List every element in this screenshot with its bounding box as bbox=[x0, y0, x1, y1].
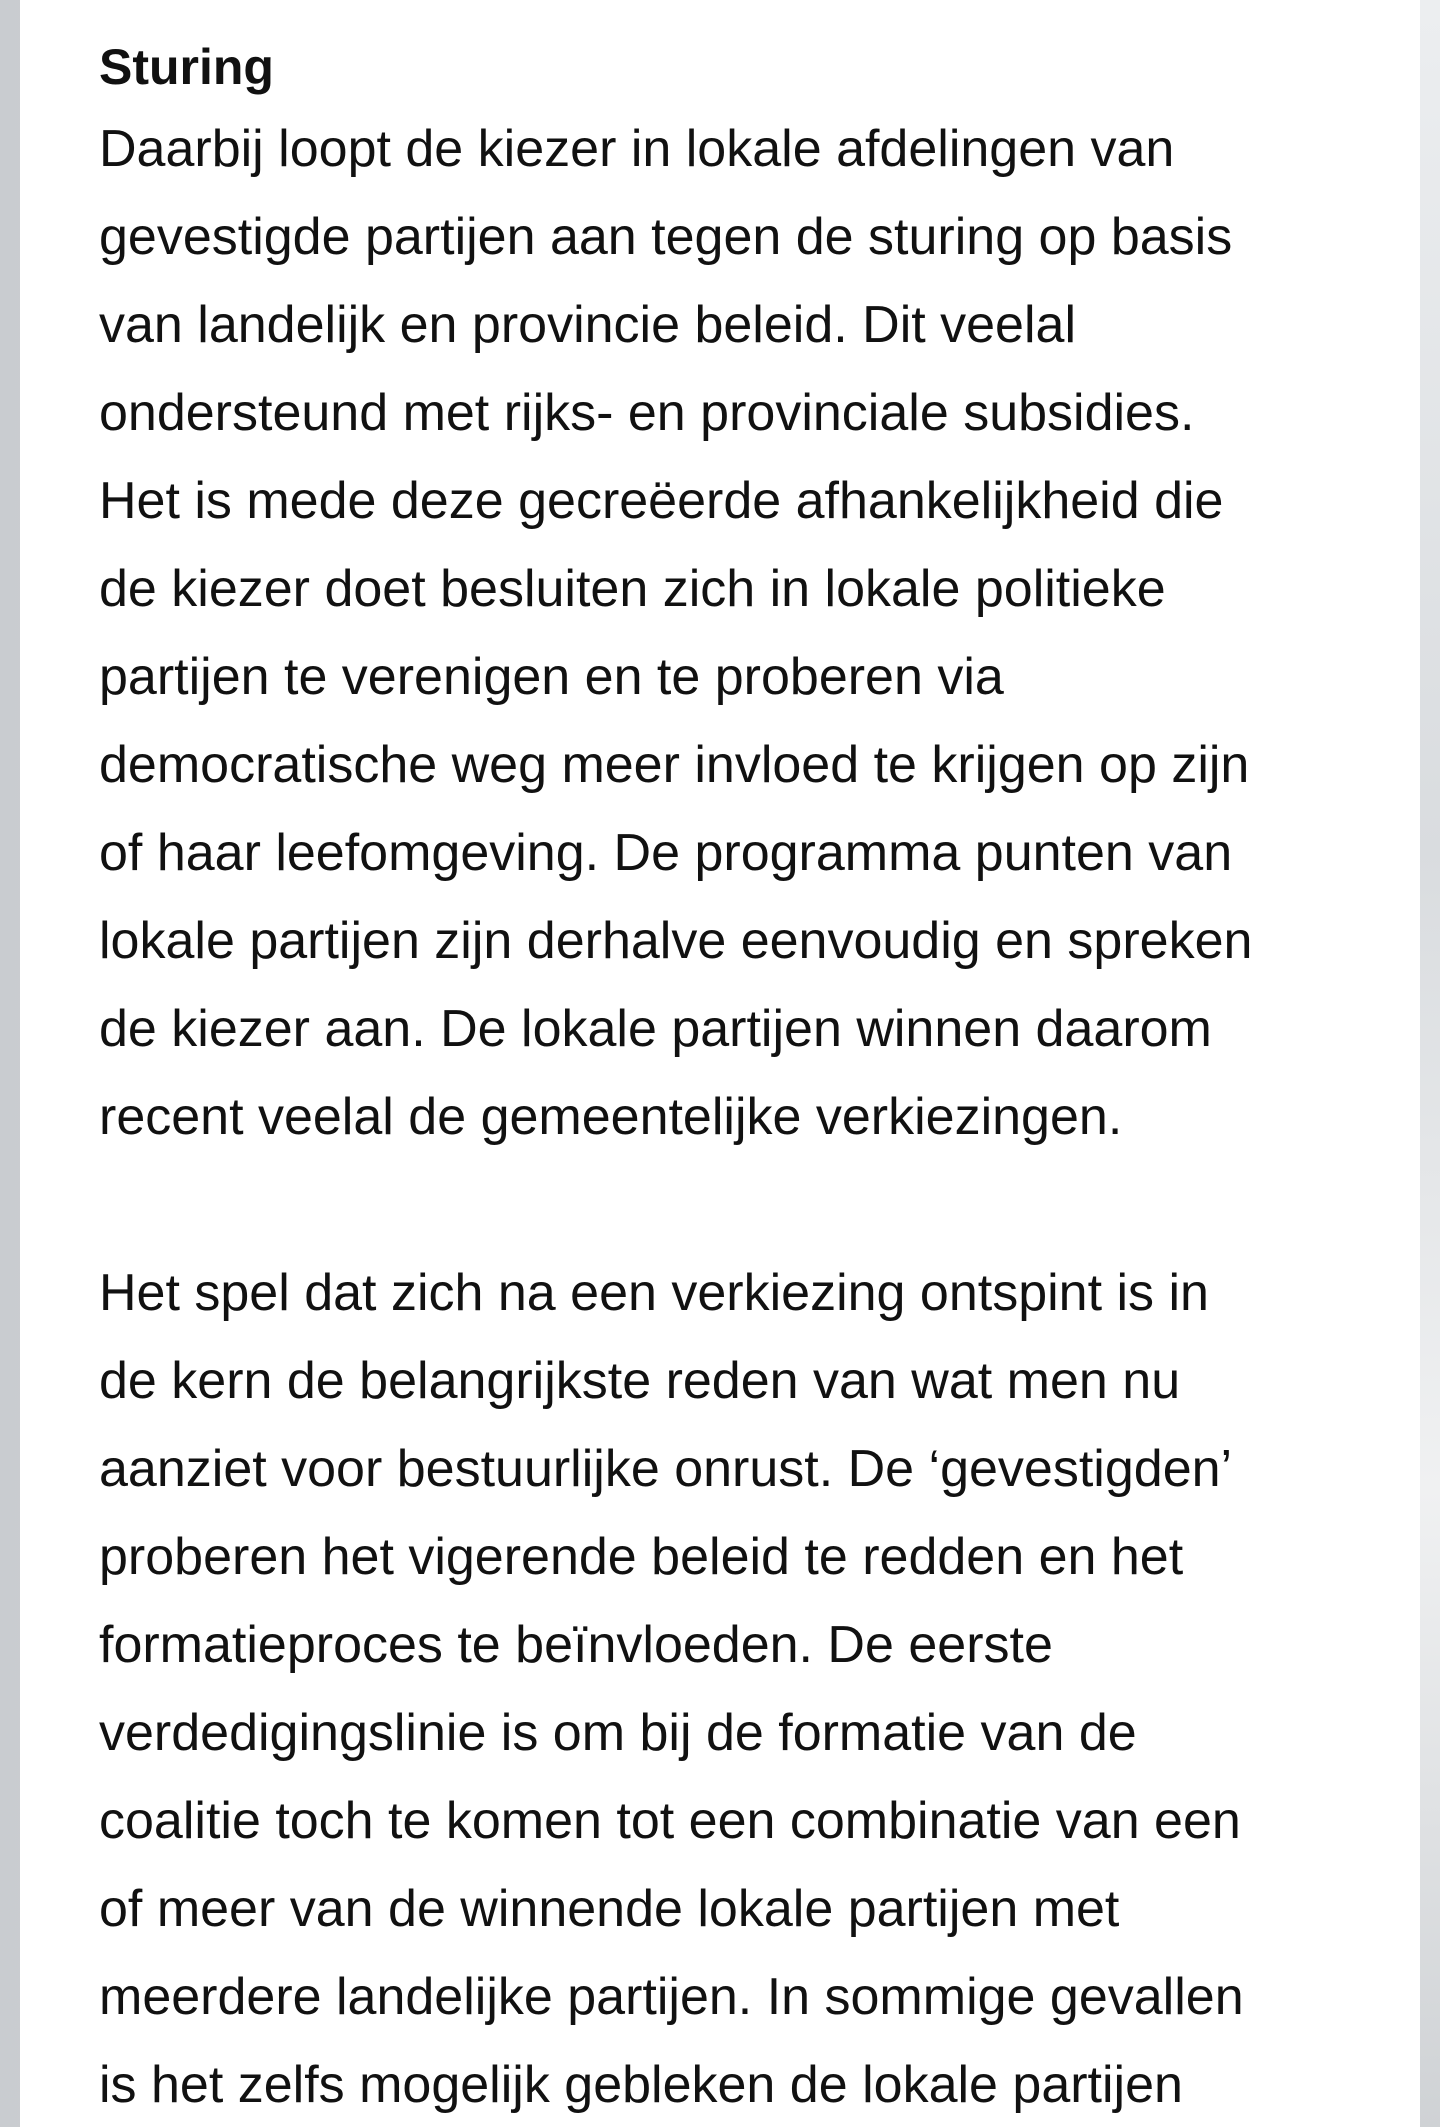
paragraph-2: Het spel dat zich na een verkiezing ontspint is in de kern de belangrijkste reden van wat men nu aanziet voor bestuurlijke onrust. De ‘gevestigden’ proberen het vigerende beleid te redden en het formatieproces te beïnvloeden. De eerste verdedigingslinie is om bij de formatie van de coalitie toch te komen tot een combinatie van een of meer van de winnende lokale partijen met meerdere landelijke partijen. In sommige gevallen is het zelfs mogelijk gebleken de lokale partijen bbox=[99, 1264, 1244, 2114]
article-body bbox=[99, 30, 1389, 2127]
paragraph-1: Daarbij loopt de kiezer in lokale afdelingen van gevestigde partijen aan tegen de sturing op basis van landelijk en provincie beleid. Dit veelal ondersteund met rijks- en provinciale subsidies. Het is mede deze gecreëerde afhankelijkheid die de kiezer doet besluiten zich in lokale politieke partijen te verenigen en te proberen via democratische weg meer invloed te krijgen op zijn of haar leefomgeving. De programma punten van lokale partijen zijn derhalve eenvoudig en spreken de kiezer aan. De lokale partijen winnen daarom recent veelal de gemeentelijke verkiezingen. bbox=[99, 120, 1253, 1146]
article-card bbox=[20, 0, 1420, 2127]
section-heading: Sturing bbox=[99, 39, 274, 95]
background-edge bbox=[1420, 0, 1440, 2127]
